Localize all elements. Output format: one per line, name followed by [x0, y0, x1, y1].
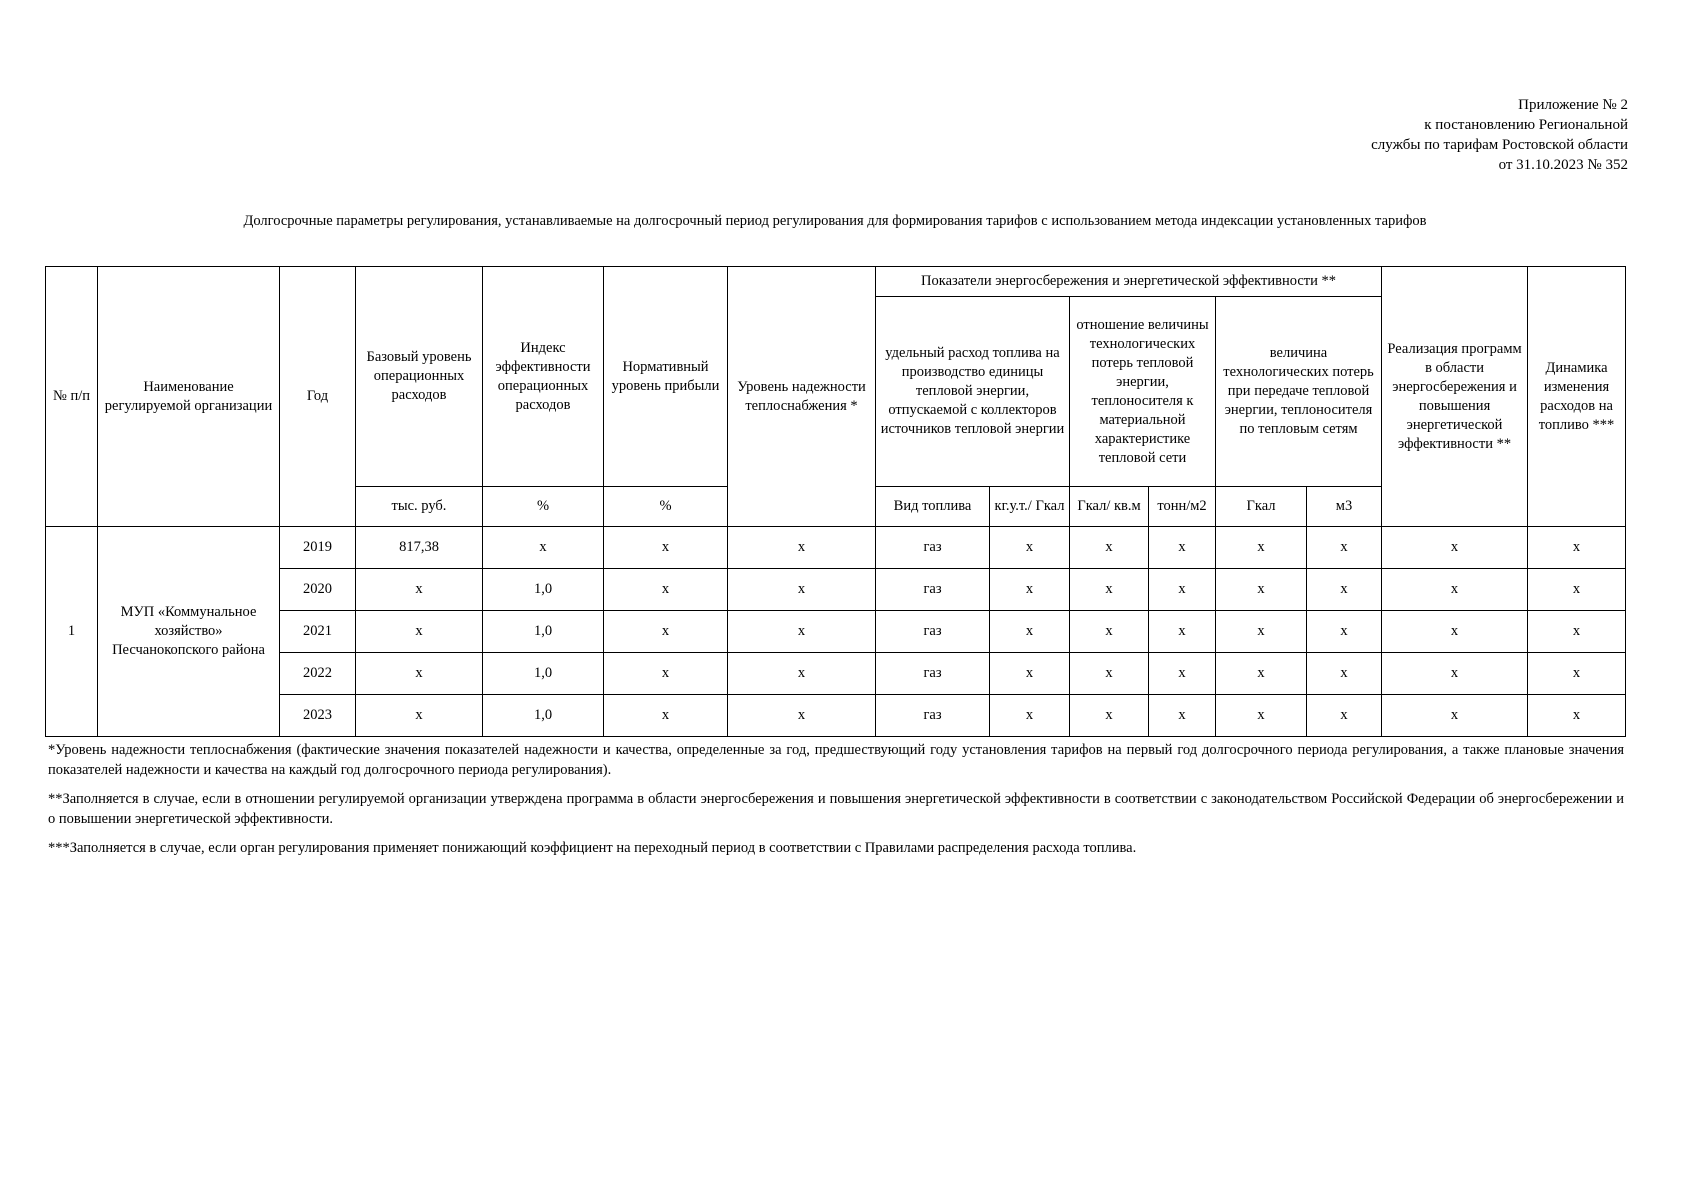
table-cell: х	[728, 653, 876, 695]
header-loss-ratio: отношение величины технологических потерь тепловой энергии, теплоносителя к материальной характеристике тепловой сети	[1070, 297, 1216, 487]
annex-line-2: к постановлению Региональной	[1424, 117, 1628, 133]
table-cell: х	[604, 569, 728, 611]
table-cell: х	[990, 527, 1070, 569]
table-cell: х	[1382, 569, 1528, 611]
table-cell: х	[604, 527, 728, 569]
table-row	[46, 611, 1626, 653]
table-cell: газ	[876, 653, 990, 695]
unit-loss-1: Гкал	[1216, 487, 1307, 527]
table-cell: х	[1070, 527, 1149, 569]
table-cell: х	[1070, 569, 1149, 611]
table-row	[46, 695, 1626, 737]
unit-index: %	[483, 487, 604, 527]
table-cell: газ	[876, 695, 990, 737]
annex-line-1: Приложение № 2	[1518, 97, 1628, 113]
table-cell: х	[356, 569, 483, 611]
table-cell: х	[1216, 569, 1307, 611]
table-cell: 2022	[280, 653, 356, 695]
header-fuel-rate: удельный расход топлива на производство единицы тепловой энергии, отпускаемой с коллекторов источников тепловой энергии	[876, 297, 1070, 487]
header-energy-group: Показатели энергосбережения и энергетической эффективности **	[876, 267, 1382, 297]
table-cell: х	[1149, 611, 1216, 653]
table-cell: х	[1216, 695, 1307, 737]
table-cell: х	[1149, 653, 1216, 695]
table-cell: х	[990, 695, 1070, 737]
table-cell: х	[990, 611, 1070, 653]
cell-organization: МУП «Коммунальное хозяйство» Песчанокопского района	[98, 527, 280, 737]
table-cell: х	[1216, 611, 1307, 653]
table-cell: х	[604, 611, 728, 653]
table-cell: х	[1382, 611, 1528, 653]
table-cell: х	[728, 695, 876, 737]
table-cell: х	[1528, 695, 1626, 737]
table-cell: х	[1307, 653, 1382, 695]
table-cell: х	[1528, 653, 1626, 695]
table-cell: 2020	[280, 569, 356, 611]
header-org: Наименование регулируемой организации	[98, 267, 280, 527]
footnote-energy-program: **Заполняется в случае, если в отношении регулируемой организации утверждена программа в области энергосбережения и повышения энергетической эффективности в соответствии с законодательством Российской Федерации об энергосбережении и о повышении энергетической эффективности.	[48, 791, 1624, 827]
table-cell: 1,0	[483, 695, 604, 737]
table-cell: 1,0	[483, 653, 604, 695]
table-cell: х	[728, 611, 876, 653]
table-cell: 2021	[280, 611, 356, 653]
table-cell: х	[1216, 653, 1307, 695]
table-cell: 2023	[280, 695, 356, 737]
table-cell: х	[1307, 569, 1382, 611]
unit-ratio-1: Гкал/ кв.м	[1070, 487, 1149, 527]
document-title: Долгосрочные параметры регулирования, устанавливаемые на долгосрочный период регулирования для формирования тарифов с использованием метода индексации установленных тарифов	[243, 213, 1427, 229]
annex-line-3: службы по тарифам Ростовской области	[1371, 137, 1628, 153]
table-cell: х	[1307, 695, 1382, 737]
table-cell: газ	[876, 569, 990, 611]
unit-fuel: кг.у.т./ Гкал	[990, 487, 1070, 527]
unit-fuel-type: Вид топлива	[876, 487, 990, 527]
unit-ratio-2: тонн/м2	[1149, 487, 1216, 527]
table-cell: 817,38	[356, 527, 483, 569]
table-row	[46, 527, 1626, 569]
table-cell: х	[483, 527, 604, 569]
table-cell: х	[1382, 527, 1528, 569]
annex-line-4: от 31.10.2023 № 352	[1498, 157, 1628, 173]
unit-base: тыс. руб.	[356, 487, 483, 527]
table-cell: х	[356, 695, 483, 737]
table-cell: х	[1382, 695, 1528, 737]
table-cell: х	[1149, 695, 1216, 737]
table-cell: х	[1307, 527, 1382, 569]
table-cell: х	[728, 569, 876, 611]
header-num: № п/п	[46, 267, 98, 527]
footnotes	[48, 740, 1624, 867]
table-cell: 1,0	[483, 611, 604, 653]
table-cell: х	[604, 653, 728, 695]
table-cell: х	[356, 653, 483, 695]
unit-profit: %	[604, 487, 728, 527]
table-cell: х	[1382, 653, 1528, 695]
table-cell: х	[1070, 695, 1149, 737]
parameters-table	[45, 266, 1626, 737]
table-cell: х	[1070, 611, 1149, 653]
header-year: Год	[280, 267, 356, 527]
header-programs: Реализация программ в области энергосбережения и повышения энергетической эффективности **	[1382, 267, 1528, 527]
table-cell: 1,0	[483, 569, 604, 611]
table-cell: х	[990, 653, 1070, 695]
header-fuel-dynamics: Динамика изменения расходов на топливо ***	[1528, 267, 1626, 527]
header-profit-level: Нормативный уровень прибыли	[604, 267, 728, 487]
annex-header	[1371, 95, 1628, 175]
table-cell: газ	[876, 611, 990, 653]
table-cell: х	[356, 611, 483, 653]
table-cell: газ	[876, 527, 990, 569]
table-cell: х	[1307, 611, 1382, 653]
table-cell: х	[1149, 527, 1216, 569]
cell-row-number: 1	[46, 527, 98, 737]
table-cell: х	[1528, 611, 1626, 653]
table-cell: х	[1149, 569, 1216, 611]
table-cell: х	[1528, 527, 1626, 569]
footnote-fuel-dynamics: ***Заполняется в случае, если орган регулирования применяет понижающий коэффициент на переходный период в соответствии с Правилами распределения расхода топлива.	[48, 840, 1137, 856]
table-cell: х	[728, 527, 876, 569]
table-cell: х	[1528, 569, 1626, 611]
table-cell: х	[1216, 527, 1307, 569]
footnote-reliability: *Уровень надежности теплоснабжения (фактические значения показателей надежности и качества, определенные за год, предшествующий году установления тарифов на первый год долгосрочного периода регулирования, а также плановые значения показателей надежности и качества на каждый год долгосрочного периода регулирования).	[48, 742, 1624, 778]
header-base-costs: Базовый уровень операционных расходов	[356, 267, 483, 487]
header-loss-value: величина технологических потерь при передаче тепловой энергии, теплоносителя по тепловым сетям	[1216, 297, 1382, 487]
table-row	[46, 653, 1626, 695]
table-cell: х	[1070, 653, 1149, 695]
table-cell: х	[990, 569, 1070, 611]
table-row	[46, 569, 1626, 611]
header-reliability: Уровень надежности теплоснабжения *	[728, 267, 876, 527]
header-efficiency-index: Индекс эффективности операционных расходов	[483, 267, 604, 487]
unit-loss-2: м3	[1307, 487, 1382, 527]
table-cell: 2019	[280, 527, 356, 569]
table-cell: х	[604, 695, 728, 737]
